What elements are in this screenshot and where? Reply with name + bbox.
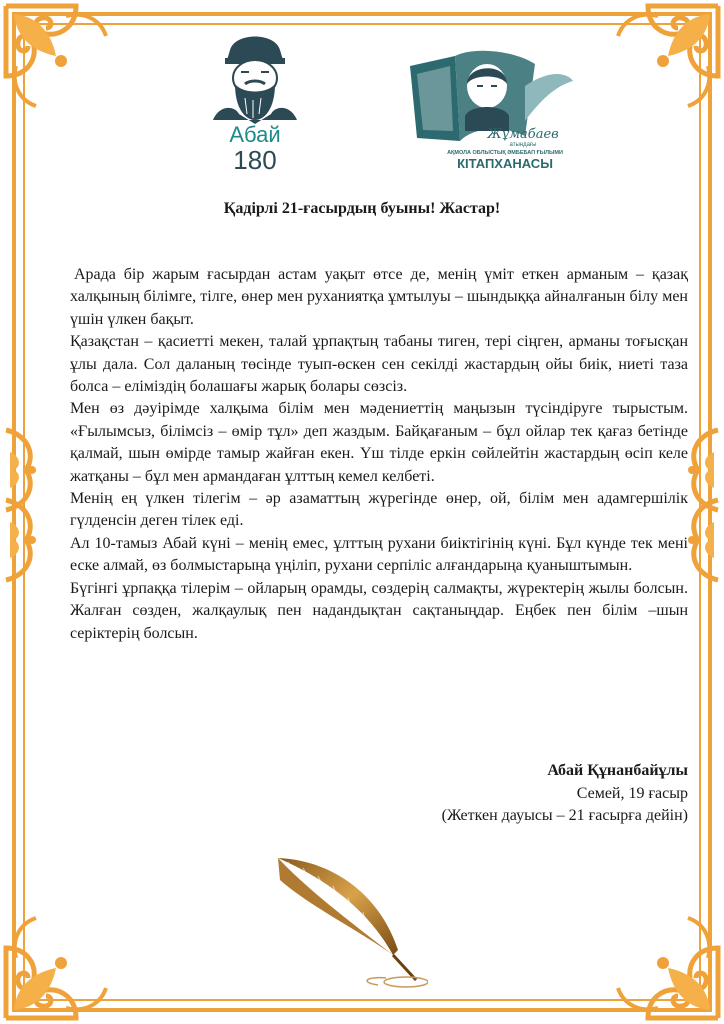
letter-body <box>70 264 688 645</box>
paragraph-1: Арада бір жарым ғасырдан астам уақыт өтсе де, менің үміт еткен арманым – қазақ халқының білімге, тілге, өнер мен руханиятқа ұмтылуы – шындыққа айналғанын білу мен үшін үлкен бақыт. <box>70 266 688 328</box>
paragraph-4: Менің ең үлкен тілегім – әр азаматтың жүрегінде өнер, ой, білім мен адамгершілік гүлденсін деген тілек еді. <box>70 490 688 530</box>
signature-note: (Жеткен дауысы – 21 ғасырға дейін) <box>441 807 688 824</box>
paragraph-3: Мен өз дәуірімде халқыма білім мен мәдениеттің маңызын түсіндіруге тырыстым. «Ғылымсыз, білімсіз – өмір тұл» деп жаздым. Байқағаным – бұл ойлар тек қағаз бетінде қалмай, шын өмірде тамыр жайған екен. Үш тілде еркін сөйлейтін жастардың өсіп келе жатқаны – бұл мен армандаған ұлттың кемел келбеті. <box>70 400 688 485</box>
paragraph-6: Бүгінгі ұрпаққа тілерім – ойларың орамды, сөздерің салмақты, жүректерің жылы болсын. Жалған сөзден, жалқаулық пен надандықтан сақтаныңдар. Еңбек пен білім –шын серіктерің болсын. <box>70 579 688 642</box>
abai-180-logo <box>195 28 315 173</box>
library-line2: атындағы <box>509 142 537 148</box>
quill-icon <box>268 850 428 995</box>
library-line3: АҚМОЛА ОБЛЫСТЫҚ ӘМБЕБАП ҒЫЛЫМИ <box>447 150 563 156</box>
letter-title: Қадірлі 21-ғасырдың буыны! Жастар! <box>223 200 501 217</box>
abai-logo-text: Абай <box>229 122 281 147</box>
paragraph-5: Ал 10-тамыз Абай күні – менің емес, ұлттың рухани биіктігінің күні. Бұл күнде тек мені еске алмай, өз болмыстарыңа үңіліп, рухани серпіліс алғандарыңа қуаныштымын. <box>70 534 688 575</box>
signature-name: Абай Құнанбайұлы <box>547 762 688 779</box>
paragraph-2: Қазақстан – қасиетті мекен, талай ұрпақтың табаны тиген, тері сіңген, арманы тоғысқан ұлы дала. Сол даланың төсінде туып-өскен сен секілді жастардың ойы биік, ниеті таза болса – еліміздің болашағы жарық болары сөзсіз. <box>70 333 688 396</box>
library-line4: КІТАПХАНАСЫ <box>457 156 553 171</box>
logo-area <box>0 28 724 178</box>
signature-place: Семей, 19 ғасыр <box>576 784 688 802</box>
abai-logo-number: 180 <box>233 145 277 173</box>
signature-block <box>442 760 688 828</box>
library-logo <box>405 46 580 171</box>
library-name-script: Жұмабаев <box>487 127 559 142</box>
